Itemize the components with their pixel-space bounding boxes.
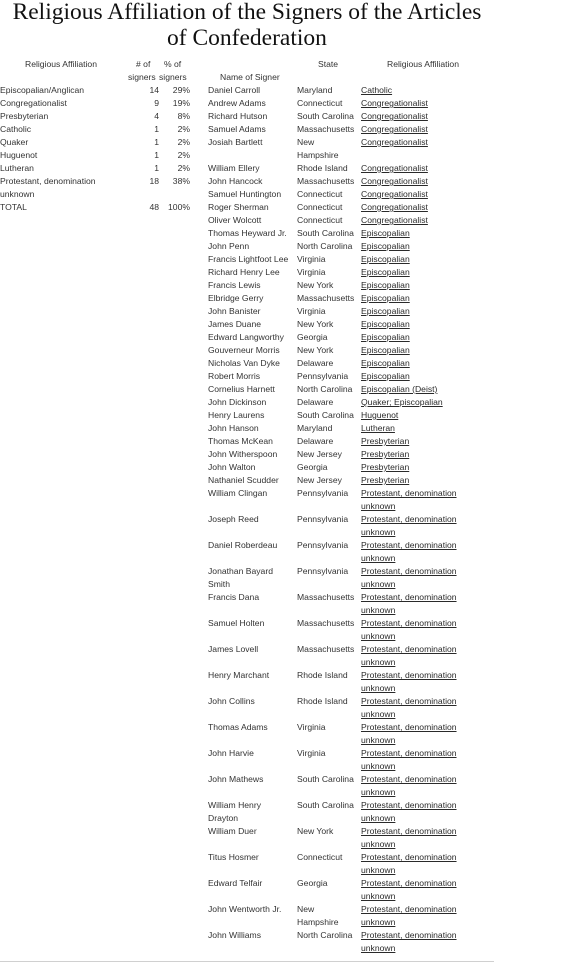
signer-affiliation-link[interactable]: unknown xyxy=(361,605,396,615)
signer-affiliation-link[interactable]: Protestant, denomination xyxy=(361,618,457,628)
signer-name: Richard Hutson xyxy=(208,111,268,121)
signer-affiliation-link[interactable]: Congregationalist xyxy=(361,215,428,225)
signer-affiliation-link[interactable]: Presbyterian xyxy=(361,462,410,472)
signer-name: Francis Lightfoot Lee xyxy=(208,254,289,264)
signers-header-name: Name of Signer xyxy=(220,72,280,82)
signer-affiliation-link[interactable]: unknown xyxy=(361,579,396,589)
signer-affiliation-link[interactable]: Protestant, denomination xyxy=(361,670,457,680)
signer-state: Virginia xyxy=(297,254,326,264)
signer-affiliation-link[interactable]: Presbyterian xyxy=(361,475,410,485)
signer-state: Pennsylvania xyxy=(297,540,349,550)
signer-state: New Jersey xyxy=(297,449,342,459)
signer-name: John Wentworth Jr. xyxy=(208,904,282,914)
signer-affiliation-link[interactable]: unknown xyxy=(361,761,396,771)
signer-state: Pennsylvania xyxy=(297,566,349,576)
signer-name: Samuel Huntington xyxy=(208,189,282,199)
summary-percent: 29% xyxy=(172,85,190,95)
signer-affiliation-link[interactable]: unknown xyxy=(361,839,396,849)
signer-affiliation-link[interactable]: Episcopalian (Deist) xyxy=(361,384,438,394)
signer-name: James Lovell xyxy=(208,644,259,654)
signer-state: New xyxy=(297,137,315,147)
signer-name: John Hanson xyxy=(208,423,259,433)
summary-affiliation: Huguenot xyxy=(0,150,38,160)
summary-count: 1 xyxy=(154,124,159,134)
signer-name: Henry Marchant xyxy=(208,670,270,680)
signer-state: Hampshire xyxy=(297,917,339,927)
signer-affiliation-link[interactable]: Protestant, denomination xyxy=(361,592,457,602)
signer-state: Connecticut xyxy=(297,202,343,212)
signer-state: South Carolina xyxy=(297,800,354,810)
signer-affiliation-link[interactable]: Episcopalian xyxy=(361,319,410,329)
signer-affiliation-link[interactable]: Congregationalist xyxy=(361,124,428,134)
summary-count: 14 xyxy=(149,85,159,95)
signer-state: New xyxy=(297,904,315,914)
signer-name: John Williams xyxy=(208,930,262,940)
signer-affiliation-link[interactable]: Protestant, denomination xyxy=(361,644,457,654)
signer-name: Robert Morris xyxy=(208,371,261,381)
signer-name: John Hancock xyxy=(208,176,263,186)
signer-state: Connecticut xyxy=(297,852,343,862)
signer-state: Georgia xyxy=(297,878,328,888)
signer-name: John Harvie xyxy=(208,748,254,758)
signer-affiliation-link[interactable]: unknown xyxy=(361,657,396,667)
summary-count: 1 xyxy=(154,150,159,160)
signer-affiliation-link[interactable]: unknown xyxy=(361,553,396,563)
signer-name: Thomas Adams xyxy=(208,722,268,732)
signer-name: Samuel Adams xyxy=(208,124,266,134)
summary-count: 18 xyxy=(149,176,159,186)
signer-name: Edward Telfair xyxy=(208,878,263,888)
signer-affiliation-link[interactable]: unknown xyxy=(361,865,396,875)
signer-state: North Carolina xyxy=(297,930,353,940)
signer-affiliation-link[interactable]: Episcopalian xyxy=(361,371,410,381)
summary-header-pct-line2: signers xyxy=(159,72,187,82)
summary-header-affiliation: Religious Affiliation xyxy=(25,59,97,69)
signer-name: Titus Hosmer xyxy=(208,852,259,862)
signer-name: John Dickinson xyxy=(208,397,267,407)
signer-affiliation-link[interactable]: unknown xyxy=(361,787,396,797)
signer-state: New York xyxy=(297,280,334,290)
signer-name: Daniel Roberdeau xyxy=(208,540,278,550)
signer-affiliation-link[interactable]: unknown xyxy=(361,735,396,745)
signer-name: William Ellery xyxy=(208,163,260,173)
signer-affiliation-link[interactable]: Catholic xyxy=(361,85,393,95)
summary-affiliation: Protestant, denomination xyxy=(0,176,96,186)
summary-header-count-line2: signers xyxy=(128,72,156,82)
signer-name: Nathaniel Scudder xyxy=(208,475,279,485)
signer-state: Virginia xyxy=(297,722,326,732)
summary-percent: 2% xyxy=(177,124,190,134)
signer-state: South Carolina xyxy=(297,410,354,420)
signer-affiliation-link[interactable]: unknown xyxy=(361,709,396,719)
signer-affiliation-link[interactable]: Presbyterian xyxy=(361,449,410,459)
summary-percent: 2% xyxy=(177,150,190,160)
summary-count: 4 xyxy=(154,111,159,121)
signer-affiliation-link[interactable]: Congregationalist xyxy=(361,202,428,212)
signer-affiliation-link[interactable]: Huguenot xyxy=(361,410,399,420)
signer-state: Virginia xyxy=(297,267,326,277)
signer-state: Connecticut xyxy=(297,215,343,225)
signer-name: John Banister xyxy=(208,306,261,316)
signer-state: South Carolina xyxy=(297,111,354,121)
signer-name: Samuel Holten xyxy=(208,618,265,628)
signer-affiliation-link[interactable]: Episcopalian xyxy=(361,241,410,251)
signer-state: Maryland xyxy=(297,85,333,95)
signer-affiliation-link[interactable]: Protestant, denomination xyxy=(361,774,457,784)
signer-state: Georgia xyxy=(297,332,328,342)
signer-state: Delaware xyxy=(297,358,334,368)
signer-name: James Duane xyxy=(208,319,262,329)
signer-name: Drayton xyxy=(208,813,239,823)
signer-name: Edward Langworthy xyxy=(208,332,284,342)
signer-state: Connecticut xyxy=(297,189,343,199)
signer-name: Andrew Adams xyxy=(208,98,266,108)
signer-state: South Carolina xyxy=(297,774,354,784)
summary-affiliation: Congregationalist xyxy=(0,98,67,108)
bottom-divider xyxy=(0,961,494,962)
summary-header-pct-line1: % of xyxy=(164,59,182,69)
signer-name: Francis Dana xyxy=(208,592,260,602)
signer-affiliation-link[interactable]: Quaker; Episcopalian xyxy=(361,397,443,407)
signer-name: William Henry xyxy=(208,800,261,810)
signer-state: New York xyxy=(297,826,334,836)
summary-header-count-line1: # of xyxy=(136,59,151,69)
signer-state: Massachusetts xyxy=(297,293,355,303)
signer-state: Virginia xyxy=(297,748,326,758)
signer-name: William Clingan xyxy=(208,488,268,498)
signer-name: Thomas Heyward Jr. xyxy=(208,228,287,238)
signer-state: Rhode Island xyxy=(297,670,348,680)
signer-affiliation-link[interactable]: Protestant, denomination xyxy=(361,488,457,498)
summary-count: 1 xyxy=(154,137,159,147)
signer-state: Rhode Island xyxy=(297,163,348,173)
signer-name: Daniel Carroll xyxy=(208,85,261,95)
signer-name: Nicholas Van Dyke xyxy=(208,358,280,368)
summary-count: 9 xyxy=(154,98,159,108)
signer-state: Pennsylvania xyxy=(297,488,349,498)
signer-name: William Duer xyxy=(208,826,257,836)
summary-affiliation: Lutheran xyxy=(0,163,34,173)
signer-affiliation-link[interactable]: Protestant, denomination xyxy=(361,904,457,914)
signers-header-state: State xyxy=(318,59,339,69)
signer-state: Massachusetts xyxy=(297,644,355,654)
signer-affiliation-link[interactable]: Congregationalist xyxy=(361,111,428,121)
summary-percent: 2% xyxy=(177,137,190,147)
signer-name: Smith xyxy=(208,579,230,589)
summary-affiliation: unknown xyxy=(0,189,35,199)
signer-name: John Witherspoon xyxy=(208,449,278,459)
signer-name: John Collins xyxy=(208,696,255,706)
signer-name: Elbridge Gerry xyxy=(208,293,264,303)
signer-affiliation-link[interactable]: Protestant, denomination xyxy=(361,826,457,836)
signer-state: Massachusetts xyxy=(297,176,355,186)
signer-state: South Carolina xyxy=(297,228,354,238)
signer-state: Massachusetts xyxy=(297,124,355,134)
signer-name: Francis Lewis xyxy=(208,280,261,290)
signer-name: John Walton xyxy=(208,462,256,472)
signer-affiliation-link[interactable]: unknown xyxy=(361,501,396,511)
signer-name: Henry Laurens xyxy=(208,410,265,420)
signer-name: Cornelius Harnett xyxy=(208,384,275,394)
signer-name: Gouverneur Morris xyxy=(208,345,280,355)
signer-affiliation-link[interactable]: unknown xyxy=(361,943,396,953)
signer-state: New York xyxy=(297,345,334,355)
summary-percent: 38% xyxy=(172,176,190,186)
signer-state: Rhode Island xyxy=(297,696,348,706)
signer-name: Richard Henry Lee xyxy=(208,267,280,277)
signer-state: Massachusetts xyxy=(297,618,355,628)
signer-affiliation-link[interactable]: Protestant, denomination xyxy=(361,696,457,706)
signer-affiliation-link[interactable]: unknown xyxy=(361,527,396,537)
signer-state: Virginia xyxy=(297,306,326,316)
summary-percent: 19% xyxy=(172,98,190,108)
signer-name: Oliver Wolcott xyxy=(208,215,262,225)
signer-name: John Mathews xyxy=(208,774,264,784)
signer-affiliation-link[interactable]: unknown xyxy=(361,683,396,693)
summary-affiliation: TOTAL xyxy=(0,202,27,212)
signer-affiliation-link[interactable]: Lutheran xyxy=(361,423,395,433)
signer-affiliation-link[interactable]: Episcopalian xyxy=(361,293,410,303)
signer-state: Pennsylvania xyxy=(297,371,349,381)
signer-affiliation-link[interactable]: Congregationalist xyxy=(361,137,428,147)
signers-header-affiliation: Religious Affiliation xyxy=(387,59,459,69)
signer-affiliation-link[interactable]: unknown xyxy=(361,917,396,927)
signer-state: New Jersey xyxy=(297,475,342,485)
signer-affiliation-link[interactable]: Congregationalist xyxy=(361,163,428,173)
signer-state: Delaware xyxy=(297,397,334,407)
summary-count: 1 xyxy=(154,163,159,173)
signer-state: Delaware xyxy=(297,436,334,446)
summary-percent: 100% xyxy=(168,202,190,212)
signer-name: Thomas McKean xyxy=(208,436,273,446)
signer-affiliation-link[interactable]: Episcopalian xyxy=(361,254,410,264)
signer-state: New York xyxy=(297,319,334,329)
signer-name: Roger Sherman xyxy=(208,202,269,212)
page-title: Religious Affiliation of the Signers of the Articles of Confederation xyxy=(12,0,482,51)
summary-affiliation: Quaker xyxy=(0,137,29,147)
signer-affiliation-link[interactable]: Protestant, denomination xyxy=(361,540,457,550)
signer-name: John Penn xyxy=(208,241,250,251)
summary-percent: 2% xyxy=(177,163,190,173)
signer-affiliation-link[interactable]: Protestant, denomination xyxy=(361,930,457,940)
signer-affiliation-link[interactable]: Protestant, denomination xyxy=(361,748,457,758)
signer-affiliation-link[interactable]: Congregationalist xyxy=(361,189,428,199)
signer-name: Joseph Reed xyxy=(208,514,259,524)
summary-count: 48 xyxy=(149,202,159,212)
signer-state: Hampshire xyxy=(297,150,339,160)
signer-affiliation-link[interactable]: Episcopalian xyxy=(361,358,410,368)
signer-affiliation-link[interactable]: Congregationalist xyxy=(361,176,428,186)
signer-affiliation-link[interactable]: Protestant, denomination xyxy=(361,722,457,732)
signer-state: Maryland xyxy=(297,423,333,433)
summary-affiliation: Episcopalian/Anglican xyxy=(0,85,85,95)
signer-state: Connecticut xyxy=(297,98,343,108)
signer-affiliation-link[interactable]: unknown xyxy=(361,813,396,823)
signer-name: Jonathan Bayard xyxy=(208,566,273,576)
signer-affiliation-link[interactable]: Congregationalist xyxy=(361,98,428,108)
signer-affiliation-link[interactable]: Episcopalian xyxy=(361,345,410,355)
signer-affiliation-link[interactable]: Episcopalian xyxy=(361,280,410,290)
summary-percent: 8% xyxy=(177,111,190,121)
signer-affiliation-link[interactable]: Protestant, denomination xyxy=(361,566,457,576)
signer-affiliation-link[interactable]: Protestant, denomination xyxy=(361,852,457,862)
signer-state: Massachusetts xyxy=(297,592,355,602)
signer-affiliation-link[interactable]: Episcopalian xyxy=(361,267,410,277)
signer-affiliation-link[interactable]: Episcopalian xyxy=(361,228,410,238)
signer-affiliation-link[interactable]: Episcopalian xyxy=(361,306,410,316)
signer-state: Pennsylvania xyxy=(297,514,349,524)
signer-affiliation-link[interactable]: Episcopalian xyxy=(361,332,410,342)
signer-name: Josiah Bartlett xyxy=(208,137,263,147)
signer-affiliation-link[interactable]: Protestant, denomination xyxy=(361,800,457,810)
signer-state: Georgia xyxy=(297,462,328,472)
summary-affiliation: Presbyterian xyxy=(0,111,49,121)
summary-affiliation: Catholic xyxy=(0,124,32,134)
signer-affiliation-link[interactable]: unknown xyxy=(361,631,396,641)
signer-affiliation-link[interactable]: unknown xyxy=(361,891,396,901)
signer-affiliation-link[interactable]: Presbyterian xyxy=(361,436,410,446)
signer-affiliation-link[interactable]: Protestant, denomination xyxy=(361,514,457,524)
signer-state: North Carolina xyxy=(297,384,353,394)
signer-affiliation-link[interactable]: Protestant, denomination xyxy=(361,878,457,888)
signer-state: North Carolina xyxy=(297,241,353,251)
